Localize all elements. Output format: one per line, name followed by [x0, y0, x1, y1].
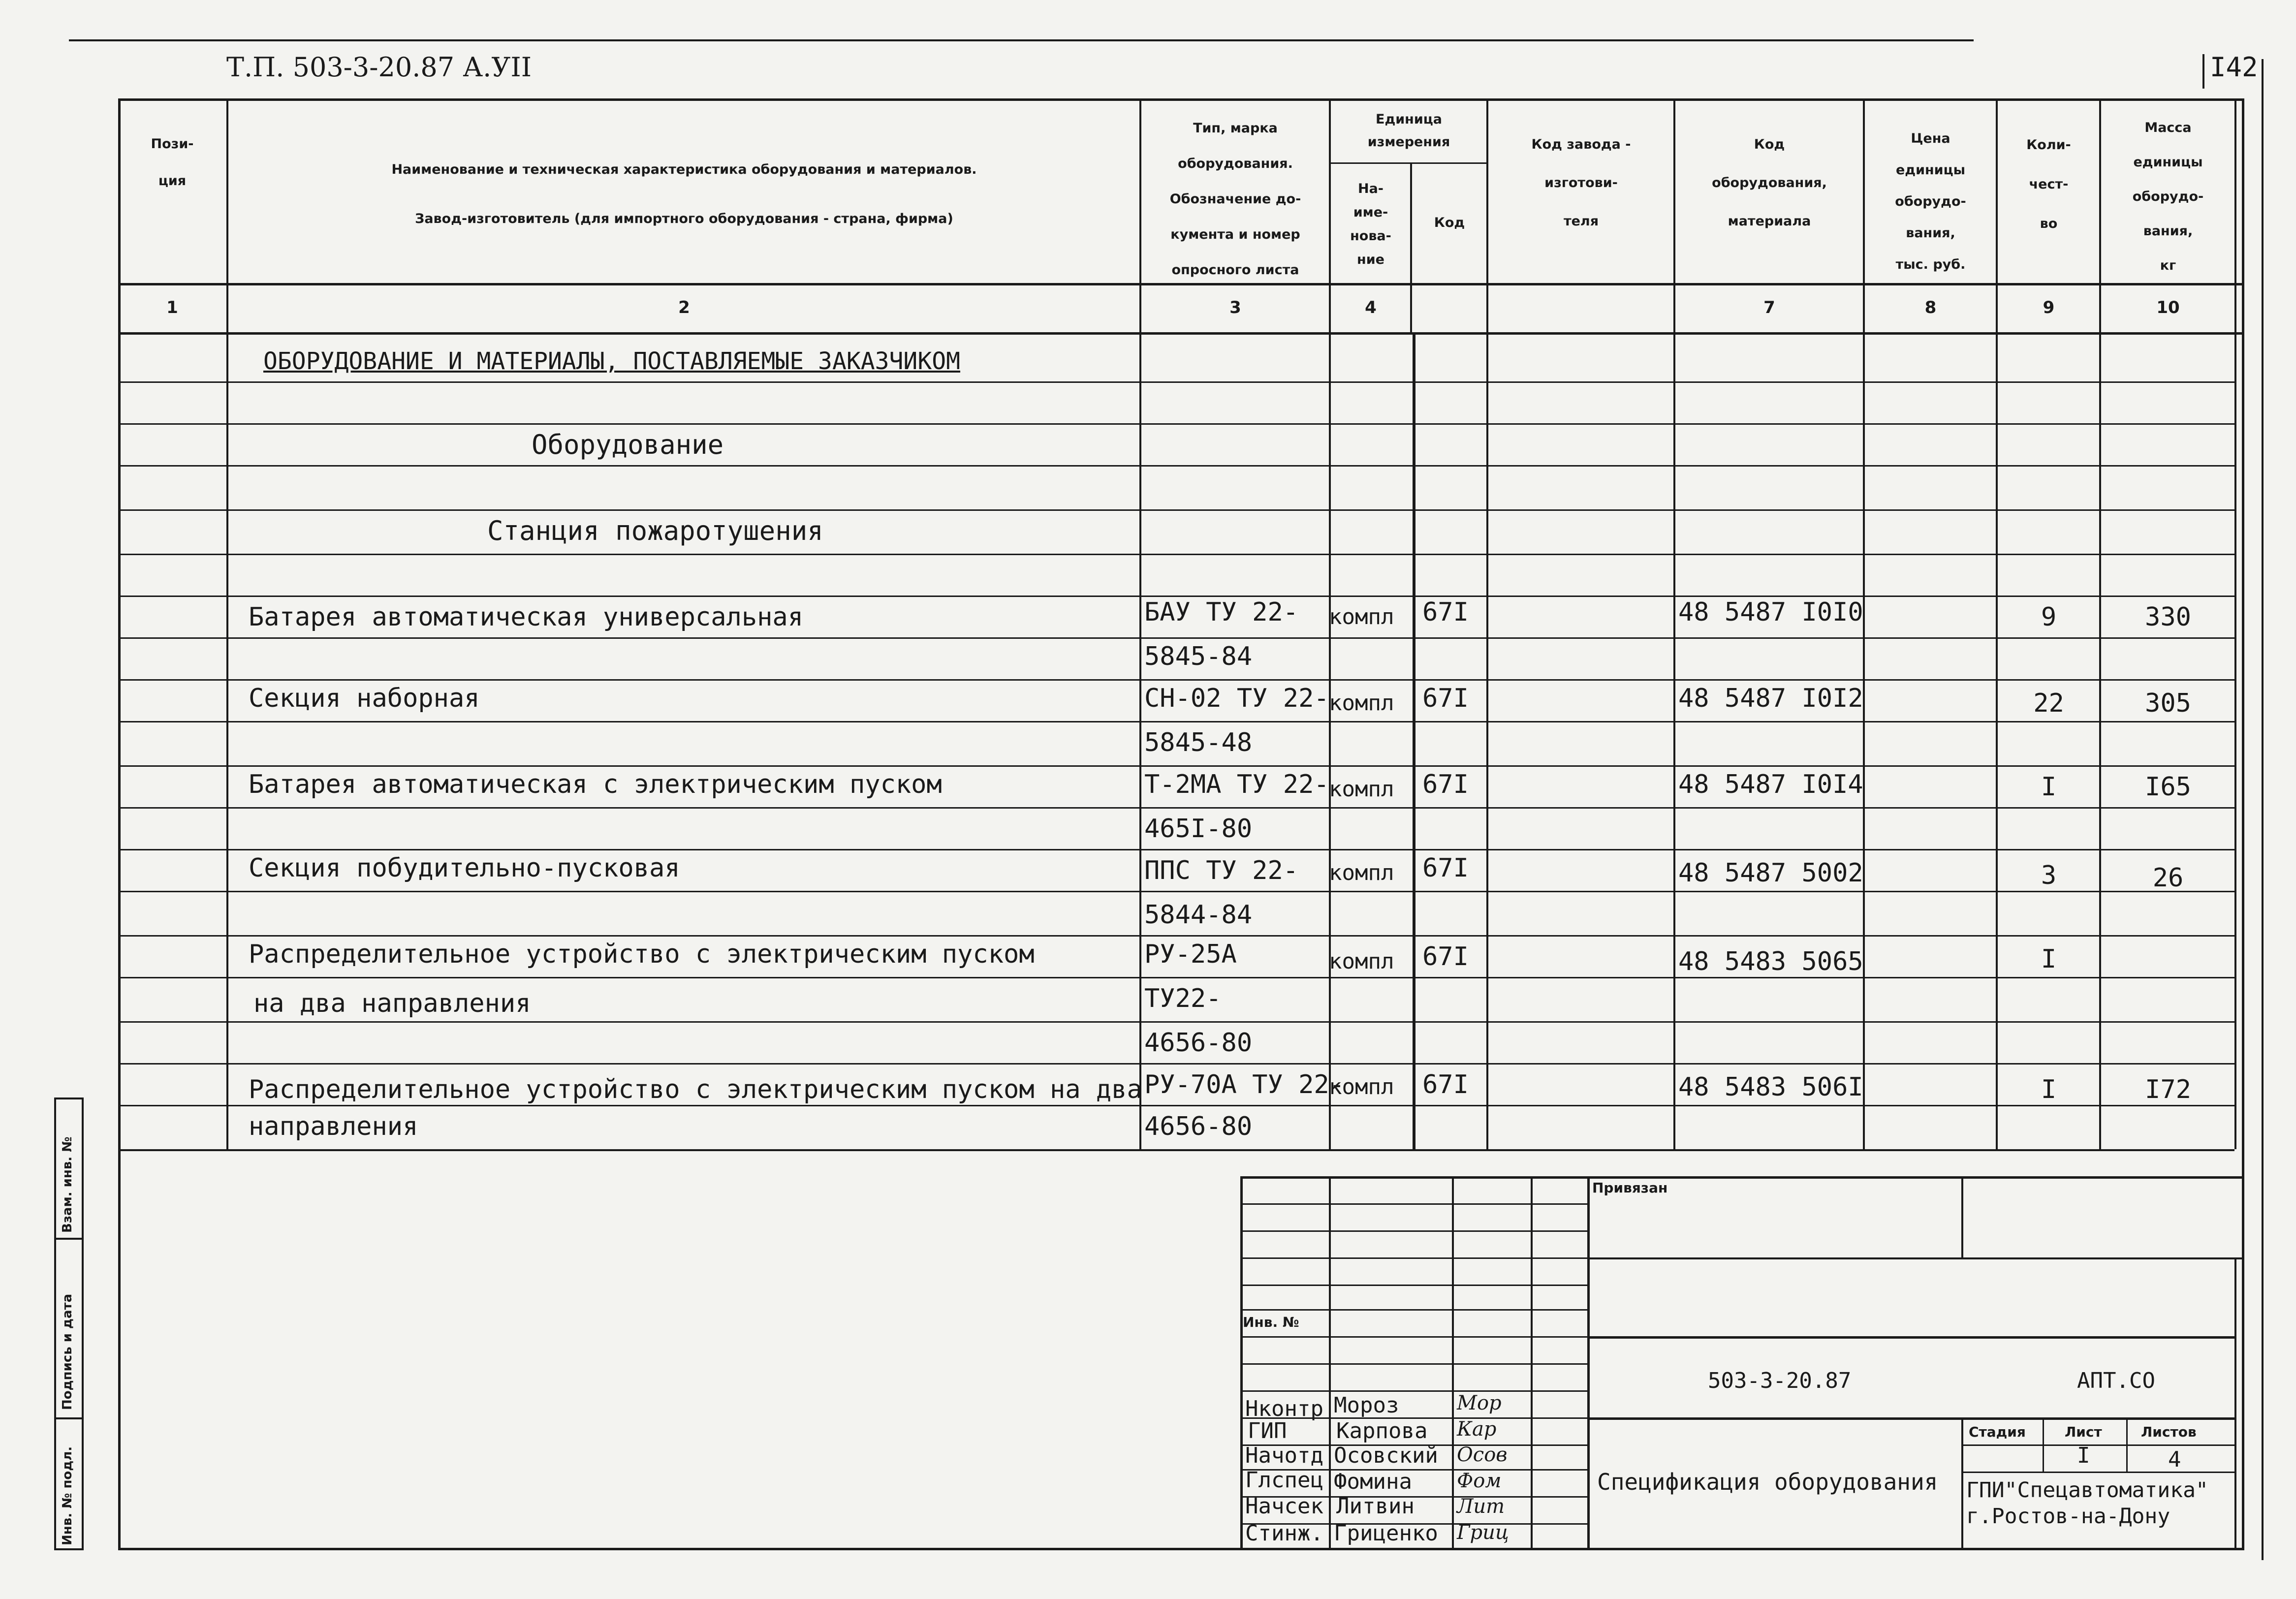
item-code: 48 5487 I0I4	[1678, 770, 1863, 799]
item-qty: 9	[2041, 602, 2057, 632]
col-number: 9	[2043, 298, 2055, 317]
side-stamp-divider	[54, 1238, 84, 1240]
header-line: ция	[158, 173, 187, 188]
tb-designation: 503-3-20.87	[1708, 1368, 1852, 1393]
tb-line	[2126, 1417, 2128, 1472]
tb-row	[1240, 1257, 1590, 1259]
header-price	[1865, 123, 1996, 281]
tb-row	[1240, 1285, 1590, 1286]
tb-role: Нконтр	[1245, 1396, 1323, 1421]
header-line: вания,	[1906, 225, 1955, 241]
header-line: единицы	[2133, 155, 2203, 170]
page-number: I42	[2210, 52, 2258, 83]
tb-name: Литвин	[1336, 1494, 1415, 1519]
item-name: Батарея автоматическая универсальная	[249, 602, 804, 632]
tb-row	[1240, 1230, 1590, 1232]
col-line-10	[2234, 98, 2236, 1149]
header-line: Завод-изготовитель (для импортного оборудования - страна, фирма)	[415, 211, 953, 226]
header-line: кумента и номер	[1170, 227, 1300, 242]
item-unit: компл	[1329, 860, 1394, 885]
item-unit: компл	[1329, 1074, 1394, 1099]
tb-line	[2234, 1257, 2236, 1550]
item-type: 5845-84	[1144, 642, 1253, 671]
header-line: Код	[1754, 137, 1785, 152]
item-type: ППС ТУ 22-	[1144, 856, 1299, 885]
item-unit-code: 67I	[1422, 942, 1469, 972]
header-line: Пози-	[151, 136, 194, 152]
tb-line	[1961, 1176, 1963, 1257]
header-line: Код завода -	[1531, 137, 1631, 152]
tb-list: Лист	[2065, 1424, 2102, 1440]
section-title-equipment: Оборудование	[532, 429, 724, 460]
side-stamp-sign: Подпись и дата	[60, 1293, 75, 1410]
header-factory-code	[1489, 125, 1673, 241]
col-line-4-body	[1413, 335, 1415, 1149]
item-unit: компл	[1329, 690, 1394, 716]
item-code: 48 5483 5065	[1678, 947, 1863, 976]
tb-line	[2043, 1417, 2044, 1472]
header-line: кг	[2160, 258, 2176, 273]
item-name: Секция побудительно-пусковая	[249, 853, 680, 883]
col-number: 1	[166, 298, 178, 317]
tb-row	[1240, 1309, 1590, 1311]
header-line: ние	[1357, 252, 1384, 267]
right-border-top	[2262, 59, 2264, 1560]
tb-signature: Гриц	[1457, 1521, 1509, 1544]
item-name: Распределительное устройство с электрическим пуском	[249, 940, 1035, 969]
item-name: Батарея автоматическая с электрическим пуском	[249, 770, 942, 799]
top-rule	[69, 39, 1974, 41]
tb-name: Осовский	[1334, 1443, 1438, 1468]
tb-privyazan: Привязан	[1592, 1180, 1668, 1196]
item-qty: I	[2041, 1075, 2057, 1104]
item-name: Распределительное устройство с электрическим пуском на два	[249, 1075, 1142, 1104]
item-code: 48 5487 I0I2	[1678, 684, 1863, 713]
header-unit-name	[1331, 177, 1410, 272]
tb-org: ГПИ"Спецавтоматика"	[1966, 1478, 2208, 1503]
tb-row	[1240, 1390, 1590, 1392]
col-line-8	[1996, 98, 1998, 1149]
tb-signature: Фом	[1457, 1470, 1502, 1492]
item-type: 465I-80	[1144, 814, 1253, 844]
section-title-main: ОБОРУДОВАНИЕ И МАТЕРИАЛЫ, ПОСТАВЛЯЕМЫЕ ЗАКАЗЧИКОМ	[263, 347, 961, 375]
tb-role: Стинж.	[1245, 1521, 1323, 1546]
header-line: тыс. руб.	[1895, 257, 1966, 272]
item-type: 4656-80	[1144, 1028, 1253, 1058]
col-number: 7	[1763, 298, 1775, 317]
header-unit-code: Код	[1434, 215, 1465, 230]
col-line-1	[226, 98, 228, 1149]
tb-role: Начсек	[1245, 1494, 1323, 1519]
table-body-bottom-left	[118, 1149, 226, 1151]
row-line	[118, 509, 2234, 511]
item-unit: компл	[1329, 777, 1394, 802]
item-unit-code: 67I	[1422, 1070, 1469, 1099]
item-name-cont: направления	[249, 1112, 418, 1141]
col-line-4	[1410, 162, 1412, 332]
item-qty: 3	[2041, 861, 2057, 890]
header-line: чест-	[2029, 177, 2069, 192]
tb-listov: Листов	[2141, 1424, 2197, 1440]
tb-list-val: I	[2077, 1443, 2090, 1468]
tb-signature: Лит	[1457, 1495, 1505, 1518]
tb-inv-label: Инв. №	[1243, 1314, 1299, 1330]
header-equipment-code	[1676, 125, 1863, 241]
page-number-bracket	[2202, 54, 2204, 89]
col-number: 4	[1365, 298, 1377, 317]
header-line: оборудования.	[1178, 156, 1293, 171]
row-line	[118, 554, 2234, 555]
tb-name: Карпова	[1336, 1418, 1428, 1443]
col-number: 8	[1924, 298, 1937, 317]
header-line: теля	[1563, 214, 1599, 229]
header-line: име-	[1353, 205, 1388, 220]
item-code: 48 5487 5002	[1678, 858, 1863, 888]
tb-row	[1240, 1336, 1590, 1338]
item-name: Секция наборная	[249, 684, 480, 713]
header-line: оборудования,	[1712, 175, 1827, 190]
side-stamp-divider	[54, 1417, 84, 1419]
item-type: БАУ ТУ 22-	[1144, 597, 1299, 627]
section-title-station: Станция пожаротушения	[487, 515, 823, 546]
header-name	[229, 145, 1139, 244]
tb-role: Начотд	[1245, 1443, 1323, 1468]
col-line-2	[1139, 98, 1141, 1149]
header-line: измерения	[1367, 134, 1450, 150]
header-line: Наименование и техническая характеристика оборудования и материалов.	[391, 162, 977, 177]
item-qty: 22	[2033, 689, 2064, 718]
tb-row-right	[1961, 1472, 2234, 1473]
tb-row-right	[1961, 1444, 2234, 1446]
col-line-9	[2099, 98, 2101, 1149]
item-type: 4656-80	[1144, 1112, 1253, 1141]
header-line: Тип, марка	[1193, 121, 1278, 136]
header-line: материала	[1728, 214, 1811, 229]
tb-name: Фомина	[1334, 1469, 1412, 1494]
header-line: нова-	[1350, 228, 1391, 244]
header-line: Коли-	[2026, 137, 2071, 153]
item-type: РУ-70А ТУ 22-	[1144, 1070, 1345, 1099]
tb-row	[1240, 1203, 1590, 1205]
item-unit-code: 67I	[1422, 684, 1469, 713]
header-quantity	[1998, 125, 2099, 244]
header-line: изготови-	[1544, 175, 1618, 190]
doc-reference: Т.П. 503-3-20.87 А.УII	[226, 52, 532, 83]
side-stamp-replace: Взам. инв. №	[60, 1136, 75, 1233]
item-mass: 26	[2152, 863, 2184, 893]
item-code: 48 5487 I0I0	[1678, 597, 1863, 627]
tb-name: Мороз	[1334, 1393, 1399, 1418]
item-unit-code: 67I	[1422, 853, 1469, 883]
item-unit: компл	[1329, 949, 1394, 974]
item-unit-code: 67I	[1422, 597, 1469, 627]
tb-name: Гриценко	[1334, 1521, 1438, 1546]
col-number: 2	[678, 298, 690, 317]
header-line: опросного листа	[1171, 262, 1299, 278]
col-line-5	[1486, 98, 1488, 1149]
tb-listov-val: 4	[2168, 1447, 2181, 1472]
col-line-6	[1673, 98, 1675, 1149]
col-number: 3	[1229, 298, 1241, 317]
header-line: во	[2040, 216, 2058, 231]
tb-role: Глспец	[1245, 1468, 1323, 1493]
header-line: Единица	[1376, 112, 1442, 127]
tb-mark: АПТ.СО	[2077, 1368, 2155, 1393]
header-line: оборудо-	[2132, 189, 2204, 204]
item-mass: 330	[2145, 602, 2191, 632]
tb-signature: Кар	[1457, 1418, 1497, 1441]
header-line: Цена	[1911, 131, 1950, 146]
header-line: оборудо-	[1895, 194, 1966, 209]
side-stamp-inv: Инв. № подл.	[60, 1446, 75, 1545]
item-mass: I65	[2145, 772, 2191, 802]
item-type: РУ-25А	[1144, 940, 1237, 969]
item-qty: I	[2041, 944, 2057, 974]
item-mass: I72	[2145, 1075, 2191, 1104]
header-line: На-	[1357, 181, 1384, 196]
tb-stadiya: Стадия	[1969, 1424, 2026, 1440]
tb-row	[1240, 1363, 1590, 1365]
tb-signature: Мор	[1457, 1392, 1502, 1414]
header-position	[118, 125, 226, 199]
header-mass	[2102, 111, 2234, 283]
col-number: 10	[2156, 298, 2180, 317]
item-type: СН-02 ТУ 22-	[1144, 684, 1329, 713]
item-type: 5844-84	[1144, 900, 1253, 930]
item-code: 48 5483 506I	[1678, 1072, 1863, 1102]
item-type: 5845-48	[1144, 728, 1253, 757]
tb-line	[1961, 1417, 1963, 1550]
tb-org-city: г.Ростов-на-Дону	[1966, 1504, 2170, 1529]
item-type: Т-2МА ТУ 22-	[1144, 770, 1329, 799]
header-type	[1142, 111, 1329, 288]
tb-row-right	[1587, 1257, 2244, 1259]
item-mass: 305	[2145, 689, 2191, 718]
colnum-divider	[118, 332, 2244, 335]
table-body-bottom	[226, 1149, 2234, 1151]
tb-row-right	[1587, 1417, 2234, 1420]
header-line: Обозначение до-	[1169, 191, 1301, 207]
tb-signature: Осов	[1457, 1443, 1508, 1466]
row-line	[118, 465, 2234, 467]
item-type: ТУ22-	[1144, 984, 1222, 1013]
tb-doc-title: Спецификация оборудования	[1597, 1469, 1938, 1495]
tb-row-right	[1587, 1336, 2234, 1339]
header-line: вания,	[2143, 223, 2193, 239]
item-name-cont: на два направления	[253, 989, 531, 1018]
unit-divider	[1329, 162, 1486, 164]
tb-role: ГИП	[1248, 1418, 1287, 1443]
item-unit-code: 67I	[1422, 770, 1469, 799]
header-line: единицы	[1895, 162, 1966, 178]
item-unit: компл	[1329, 604, 1394, 629]
header-unit-group	[1331, 108, 1486, 154]
header-line: Масса	[2144, 120, 2192, 135]
item-qty: I	[2041, 772, 2057, 802]
row-line	[118, 423, 2234, 425]
